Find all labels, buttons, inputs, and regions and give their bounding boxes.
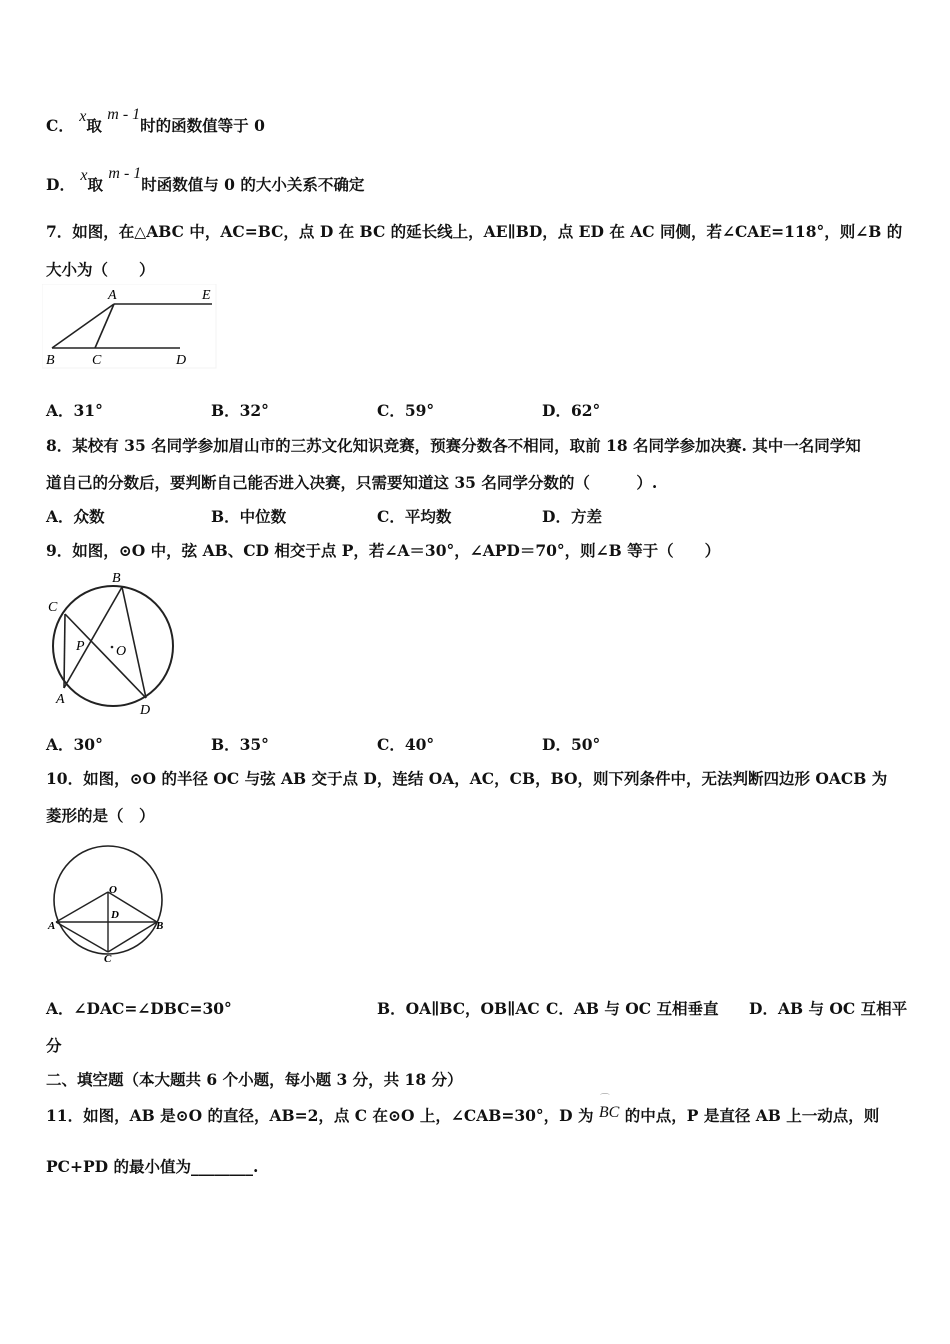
- q6-option-d-mid: 取: [87, 175, 103, 194]
- q8-option-d[interactable]: D．方差: [542, 507, 602, 526]
- q11-stem-post: 的中点，P 是直径 AB 上一动点，则: [624, 1106, 880, 1125]
- q7-option-c[interactable]: C．59°: [377, 401, 435, 420]
- q7-figure: [42, 284, 220, 370]
- q9-label-p: P: [76, 639, 85, 654]
- q6-option-d-expr: m - 1: [108, 165, 142, 182]
- q6-option-c-label: C．: [46, 116, 74, 135]
- q10-option-d[interactable]: D．AB 与 OC 互相平: [749, 999, 908, 1018]
- q9-label-o: O: [116, 644, 127, 659]
- q10-label-a: A: [48, 920, 56, 932]
- q7-label-d: D: [176, 353, 187, 368]
- q7-option-a[interactable]: A．31°: [46, 401, 103, 420]
- q11-arc-label: BC: [598, 1104, 620, 1121]
- q6-option-d-tail: 时函数值与 0 的大小关系不确定: [141, 175, 365, 194]
- q9-option-b[interactable]: B．35°: [211, 735, 269, 754]
- q9-label-a: A: [56, 692, 65, 707]
- q6-option-c: [46, 106, 265, 136]
- q8-stem-line1: 8．某校有 35 名同学参加眉山市的三苏文化知识竞赛，预赛分数各不相同，取前 18 名同学参加决赛. 其中一名同学知: [46, 436, 861, 455]
- q9-figure: [42, 566, 182, 720]
- q6-option-d-label: D．: [46, 175, 75, 194]
- q8-option-a[interactable]: A．众数: [46, 507, 105, 526]
- q9-option-c[interactable]: C．40°: [377, 735, 435, 754]
- q10-stem-line1: 10．如图，⊙O 的半径 OC 与弦 AB 交于点 D，连结 OA，AC，CB，BO，则下列条件中，无法判断四边形 OACB 为: [46, 769, 888, 788]
- q10-option-b[interactable]: B．OA∥BC，OB∥AC: [377, 999, 540, 1018]
- arc-icon: ⌒: [599, 1094, 610, 1105]
- q9-label-c: C: [48, 600, 58, 615]
- q10-label-o: O: [109, 884, 117, 896]
- q6-option-c-tail: 时的函数值等于 0: [140, 116, 265, 135]
- q7-label-e: E: [202, 288, 211, 303]
- q10-stem-line2: 菱形的是（ ）: [46, 806, 155, 825]
- q8-option-c[interactable]: C．平均数: [377, 507, 452, 526]
- q6-option-c-var: x: [79, 108, 87, 125]
- q7-label-b: B: [46, 353, 55, 368]
- q11-arc-bc: [598, 1094, 620, 1126]
- q9-label-b: B: [112, 571, 121, 586]
- q7-option-d[interactable]: D．62°: [542, 401, 601, 420]
- q9-stem: 9．如图，⊙O 中，弦 AB、CD 相交于点 P，若∠A＝30°，∠APD＝70°，则∠B 等于（ ）: [46, 541, 721, 560]
- q11-stem-pre: 11．如图，AB 是⊙O 的直径，AB=2，点 C 在⊙O 上，∠CAB=30°，D 为: [46, 1106, 594, 1125]
- q10-option-a[interactable]: A．∠DAC=∠DBC=30°: [46, 999, 232, 1018]
- q10-option-d-continuation: 分: [46, 1036, 62, 1055]
- q6-option-d: [46, 165, 365, 195]
- q11-stem-line2: PC+PD 的最小值为________.: [46, 1157, 259, 1176]
- q9-option-d[interactable]: D．50°: [542, 735, 601, 754]
- q8-stem-line2: 道自己的分数后，要判断自己能否进入决赛，只需要知道这 35 名同学分数的（ ）.: [46, 473, 658, 492]
- q10-option-c[interactable]: C．AB 与 OC 互相垂直: [546, 999, 719, 1018]
- q11-stem-line1: [46, 1094, 880, 1126]
- q9-label-d: D: [140, 703, 151, 718]
- q6-option-c-expr: m - 1: [107, 106, 141, 123]
- q9-option-a[interactable]: A．30°: [46, 735, 103, 754]
- q7-label-c: C: [92, 353, 102, 368]
- q7-stem-line2: 大小为（ ）: [46, 260, 155, 279]
- q10-figure: [44, 836, 174, 966]
- q8-option-b[interactable]: B．中位数: [211, 507, 287, 526]
- q6-option-c-mid: 取: [86, 116, 102, 135]
- q10-label-b: B: [156, 920, 164, 932]
- q10-label-c: C: [104, 953, 112, 965]
- q6-option-d-var: x: [80, 167, 88, 184]
- section-2-heading: 二、填空题（本大题共 6 个小题，每小题 3 分，共 18 分）: [46, 1070, 463, 1089]
- q10-label-d: D: [111, 909, 119, 921]
- q7-stem-line1: 7．如图，在△ABC 中，AC=BC，点 D 在 BC 的延长线上，AE∥BD，点 ED 在 AC 同侧，若∠CAE=118°，则∠B 的: [46, 222, 903, 241]
- q7-option-b[interactable]: B．32°: [211, 401, 269, 420]
- q7-label-a: A: [108, 288, 117, 303]
